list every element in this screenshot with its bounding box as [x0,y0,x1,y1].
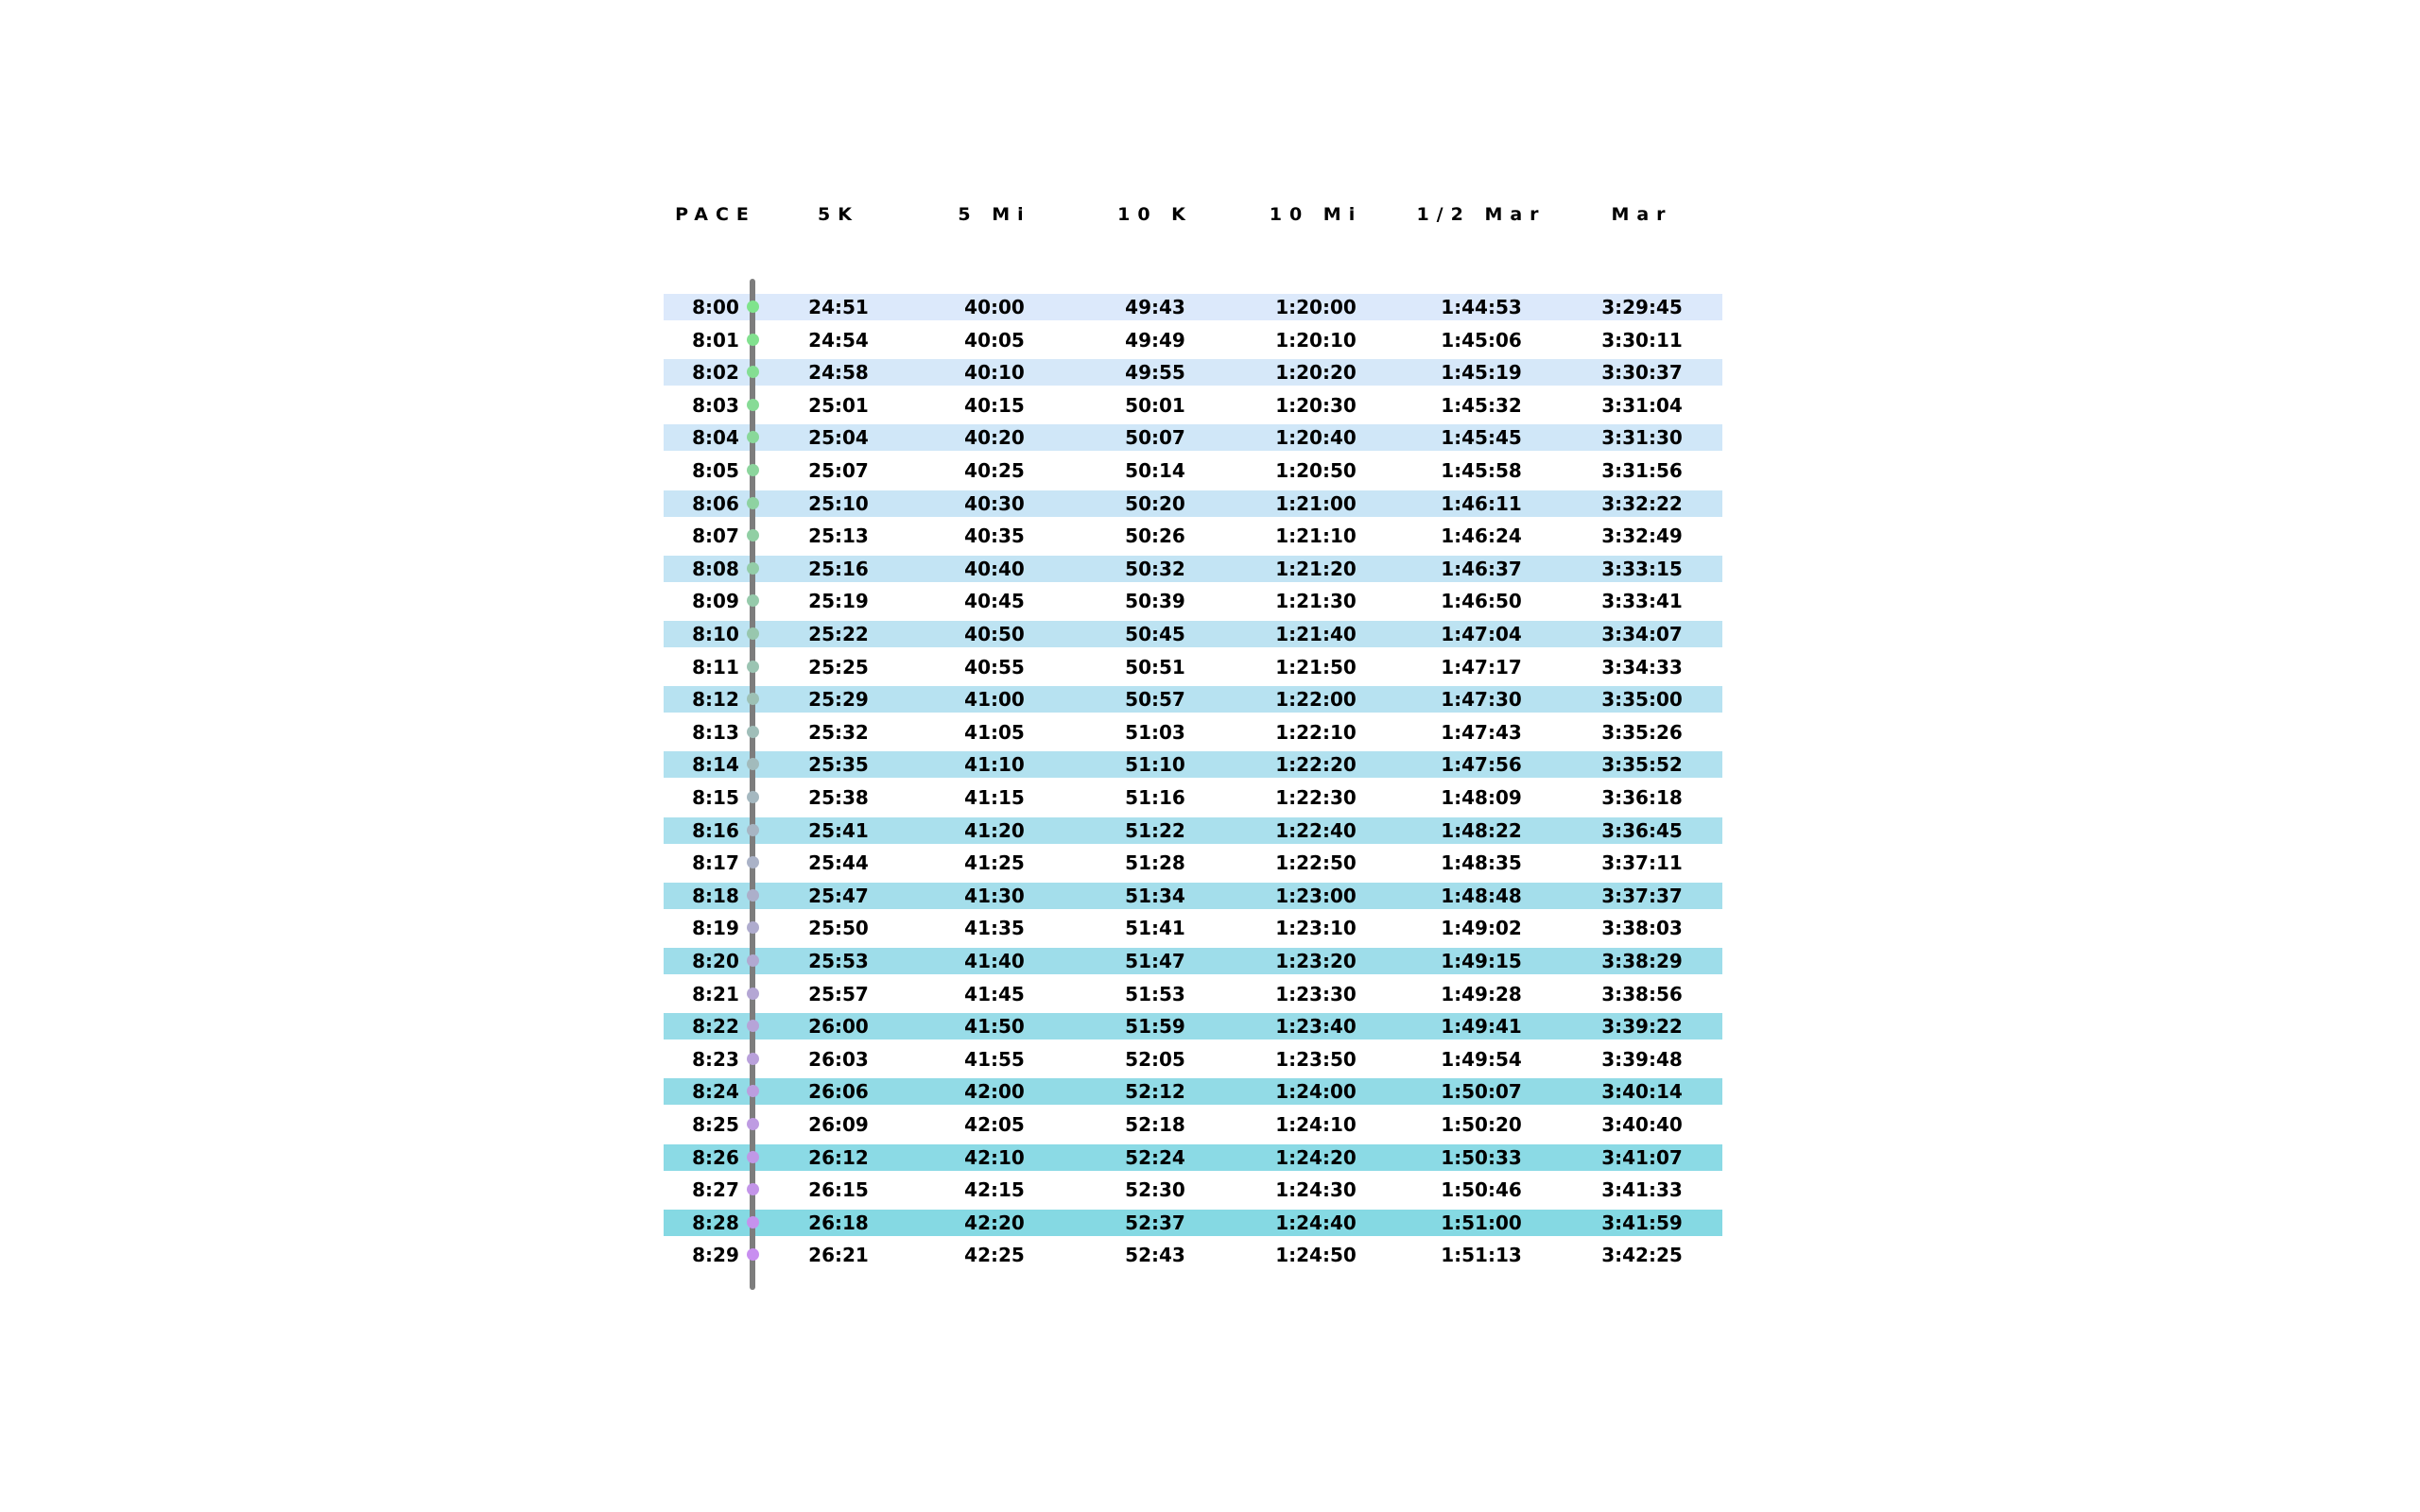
table-row [664,523,1722,549]
cell-5mi: 41:30 [964,885,1025,907]
cell-pace: 8:23 [692,1048,739,1071]
cell-5mi: 41:25 [964,851,1025,874]
cell-marathon: 3:42:25 [1601,1244,1683,1266]
cell-half-marathon: 1:46:37 [1441,558,1522,580]
cell-10k: 50:57 [1125,688,1185,711]
cell-5k: 26:21 [808,1244,869,1266]
table-row [664,883,1722,909]
cell-half-marathon: 1:44:53 [1441,296,1522,318]
timeline-dot [747,1053,759,1065]
cell-marathon: 3:35:00 [1601,688,1683,711]
timeline-dot [747,1248,759,1261]
timeline-dot [747,497,759,509]
cell-5k: 26:06 [808,1080,869,1103]
cell-5k: 25:19 [808,590,869,612]
cell-marathon: 3:40:14 [1601,1080,1683,1103]
cell-marathon: 3:41:33 [1601,1178,1683,1201]
cell-pace: 8:27 [692,1178,739,1201]
cell-10mi: 1:22:40 [1275,819,1357,842]
cell-marathon: 3:41:07 [1601,1146,1683,1169]
cell-5mi: 40:25 [964,459,1025,482]
cell-10mi: 1:23:00 [1275,885,1357,907]
cell-5mi: 41:15 [964,786,1025,809]
cell-5k: 25:29 [808,688,869,711]
table-header [664,189,1722,240]
cell-half-marathon: 1:45:06 [1441,329,1522,352]
cell-10k: 51:22 [1125,819,1185,842]
cell-10mi: 1:22:50 [1275,851,1357,874]
header-pace: PACE [675,204,756,225]
cell-5k: 25:50 [808,917,869,939]
cell-5k: 25:13 [808,524,869,547]
cell-10k: 52:18 [1125,1113,1185,1136]
timeline-dot [747,627,759,640]
cell-5mi: 40:05 [964,329,1025,352]
cell-half-marathon: 1:49:15 [1441,950,1522,972]
cell-10k: 52:37 [1125,1211,1185,1234]
cell-10k: 51:28 [1125,851,1185,874]
cell-half-marathon: 1:46:50 [1441,590,1522,612]
timeline-dot [747,1085,759,1097]
cell-10k: 52:12 [1125,1080,1185,1103]
table-row [664,1242,1722,1268]
cell-marathon: 3:37:11 [1601,851,1683,874]
cell-10mi: 1:23:10 [1275,917,1357,939]
table-row [664,948,1722,974]
timeline-dot [747,693,759,705]
cell-10k: 50:14 [1125,459,1185,482]
table-row [664,1144,1722,1171]
cell-pace: 8:28 [692,1211,739,1234]
cell-10mi: 1:21:00 [1275,492,1357,515]
header-10k: 10 K [1117,204,1193,225]
cell-10k: 50:20 [1125,492,1185,515]
table-row [664,588,1722,614]
cell-marathon: 3:38:29 [1601,950,1683,972]
cell-5k: 26:15 [808,1178,869,1201]
cell-marathon: 3:31:56 [1601,459,1683,482]
cell-marathon: 3:39:22 [1601,1015,1683,1038]
cell-pace: 8:20 [692,950,739,972]
table-row [664,327,1722,353]
cell-marathon: 3:38:56 [1601,983,1683,1005]
cell-5k: 26:00 [808,1015,869,1038]
table-row [664,784,1722,811]
header-10mi: 10 Mi [1269,204,1363,225]
cell-10mi: 1:24:30 [1275,1178,1357,1201]
cell-10mi: 1:21:30 [1275,590,1357,612]
cell-10mi: 1:22:10 [1275,721,1357,744]
cell-pace: 8:17 [692,851,739,874]
header-marathon: Mar [1611,204,1673,225]
timeline-dot [747,921,759,934]
cell-10k: 49:55 [1125,361,1185,384]
cell-10mi: 1:22:30 [1275,786,1357,809]
cell-half-marathon: 1:46:24 [1441,524,1522,547]
cell-10k: 50:32 [1125,558,1185,580]
cell-10k: 52:05 [1125,1048,1185,1071]
cell-marathon: 3:41:59 [1601,1211,1683,1234]
cell-5mi: 41:40 [964,950,1025,972]
table-row [664,1046,1722,1073]
cell-5mi: 40:10 [964,361,1025,384]
cell-pace: 8:19 [692,917,739,939]
cell-5k: 25:01 [808,394,869,417]
cell-marathon: 3:36:18 [1601,786,1683,809]
timeline-dot [747,954,759,967]
cell-pace: 8:25 [692,1113,739,1136]
cell-5mi: 42:15 [964,1178,1025,1201]
table-row [664,392,1722,419]
table-row [664,915,1722,941]
cell-pace: 8:18 [692,885,739,907]
cell-5k: 25:38 [808,786,869,809]
table-row [664,621,1722,647]
cell-5mi: 41:50 [964,1015,1025,1038]
cell-5mi: 42:25 [964,1244,1025,1266]
cell-marathon: 3:37:37 [1601,885,1683,907]
cell-10mi: 1:21:10 [1275,524,1357,547]
cell-10mi: 1:20:10 [1275,329,1357,352]
cell-half-marathon: 1:45:19 [1441,361,1522,384]
cell-5mi: 41:35 [964,917,1025,939]
cell-10mi: 1:24:10 [1275,1113,1357,1136]
cell-half-marathon: 1:45:45 [1441,426,1522,449]
cell-half-marathon: 1:51:00 [1441,1211,1522,1234]
table-row [664,817,1722,844]
cell-5mi: 40:20 [964,426,1025,449]
cell-10k: 51:59 [1125,1015,1185,1038]
cell-half-marathon: 1:47:56 [1441,753,1522,776]
cell-10mi: 1:22:00 [1275,688,1357,711]
cell-half-marathon: 1:50:33 [1441,1146,1522,1169]
table-row [664,359,1722,386]
cell-5k: 25:53 [808,950,869,972]
cell-marathon: 3:34:33 [1601,656,1683,679]
cell-marathon: 3:33:41 [1601,590,1683,612]
cell-5mi: 40:45 [964,590,1025,612]
cell-marathon: 3:33:15 [1601,558,1683,580]
cell-10k: 49:49 [1125,329,1185,352]
table-row [664,1111,1722,1138]
timeline-dot [747,399,759,411]
cell-marathon: 3:36:45 [1601,819,1683,842]
cell-5k: 25:41 [808,819,869,842]
cell-pace: 8:21 [692,983,739,1005]
cell-pace: 8:16 [692,819,739,842]
cell-marathon: 3:39:48 [1601,1048,1683,1071]
cell-10k: 51:03 [1125,721,1185,744]
table-row [664,294,1722,320]
cell-half-marathon: 1:47:04 [1441,623,1522,645]
cell-5mi: 40:50 [964,623,1025,645]
cell-pace: 8:03 [692,394,739,417]
header-half-marathon: 1/2 Mar [1416,204,1547,225]
cell-5mi: 40:40 [964,558,1025,580]
cell-half-marathon: 1:47:43 [1441,721,1522,744]
cell-10k: 51:34 [1125,885,1185,907]
cell-half-marathon: 1:48:09 [1441,786,1522,809]
cell-5mi: 40:35 [964,524,1025,547]
cell-5mi: 40:55 [964,656,1025,679]
cell-marathon: 3:31:30 [1601,426,1683,449]
cell-half-marathon: 1:48:22 [1441,819,1522,842]
cell-marathon: 3:35:52 [1601,753,1683,776]
cell-5k: 24:51 [808,296,869,318]
cell-marathon: 3:34:07 [1601,623,1683,645]
cell-5mi: 40:30 [964,492,1025,515]
timeline-dot [747,856,759,868]
cell-pace: 8:09 [692,590,739,612]
cell-5k: 25:44 [808,851,869,874]
cell-5k: 26:18 [808,1211,869,1234]
cell-5mi: 42:05 [964,1113,1025,1136]
cell-5k: 25:22 [808,623,869,645]
table-row [664,1210,1722,1236]
cell-5mi: 40:00 [964,296,1025,318]
cell-pace: 8:12 [692,688,739,711]
cell-pace: 8:22 [692,1015,739,1038]
cell-10mi: 1:20:00 [1275,296,1357,318]
cell-10mi: 1:24:40 [1275,1211,1357,1234]
cell-10mi: 1:23:50 [1275,1048,1357,1071]
cell-5k: 25:35 [808,753,869,776]
cell-5k: 26:09 [808,1113,869,1136]
timeline-dot [747,758,759,770]
cell-10k: 51:53 [1125,983,1185,1005]
timeline-dot [747,824,759,836]
cell-5mi: 41:05 [964,721,1025,744]
cell-half-marathon: 1:50:20 [1441,1113,1522,1136]
cell-half-marathon: 1:45:58 [1441,459,1522,482]
cell-pace: 8:00 [692,296,739,318]
table-row [664,1177,1722,1203]
cell-5k: 25:25 [808,656,869,679]
timeline-dot [747,661,759,673]
cell-marathon: 3:30:37 [1601,361,1683,384]
cell-pace: 8:05 [692,459,739,482]
timeline-dot [747,594,759,607]
cell-5mi: 41:10 [964,753,1025,776]
timeline-dot [747,529,759,541]
cell-5mi: 42:10 [964,1146,1025,1169]
cell-half-marathon: 1:48:48 [1441,885,1522,907]
cell-5mi: 42:20 [964,1211,1025,1234]
cell-5k: 26:03 [808,1048,869,1071]
cell-10mi: 1:21:50 [1275,656,1357,679]
table-row [664,490,1722,517]
cell-pace: 8:13 [692,721,739,744]
cell-10mi: 1:21:40 [1275,623,1357,645]
cell-10k: 51:10 [1125,753,1185,776]
cell-marathon: 3:38:03 [1601,917,1683,939]
timeline-dot [747,562,759,575]
cell-pace: 8:14 [692,753,739,776]
timeline-dot [747,988,759,1000]
timeline-dot [747,301,759,313]
cell-pace: 8:15 [692,786,739,809]
cell-5k: 24:54 [808,329,869,352]
cell-10k: 52:30 [1125,1178,1185,1201]
table-row [664,850,1722,876]
cell-half-marathon: 1:48:35 [1441,851,1522,874]
cell-5k: 25:16 [808,558,869,580]
cell-10mi: 1:24:00 [1275,1080,1357,1103]
cell-half-marathon: 1:47:17 [1441,656,1522,679]
timeline-dot [747,1020,759,1032]
cell-half-marathon: 1:47:30 [1441,688,1522,711]
cell-pace: 8:07 [692,524,739,547]
cell-10mi: 1:23:40 [1275,1015,1357,1038]
timeline-dot [747,1216,759,1228]
cell-10k: 49:43 [1125,296,1185,318]
cell-10mi: 1:22:20 [1275,753,1357,776]
cell-10mi: 1:21:20 [1275,558,1357,580]
table-row [664,719,1722,746]
table-row [664,556,1722,582]
cell-5mi: 42:00 [964,1080,1025,1103]
cell-marathon: 3:31:04 [1601,394,1683,417]
cell-5mi: 40:15 [964,394,1025,417]
cell-half-marathon: 1:49:02 [1441,917,1522,939]
timeline-dot [747,889,759,902]
cell-pace: 8:02 [692,361,739,384]
cell-10k: 52:43 [1125,1244,1185,1266]
cell-5mi: 41:45 [964,983,1025,1005]
cell-marathon: 3:32:49 [1601,524,1683,547]
cell-10mi: 1:20:30 [1275,394,1357,417]
cell-10mi: 1:20:40 [1275,426,1357,449]
table-row [664,981,1722,1007]
cell-pace: 8:04 [692,426,739,449]
cell-5k: 25:47 [808,885,869,907]
cell-10k: 50:51 [1125,656,1185,679]
cell-10k: 51:47 [1125,950,1185,972]
cell-5k: 25:04 [808,426,869,449]
cell-half-marathon: 1:49:54 [1441,1048,1522,1071]
cell-10mi: 1:23:30 [1275,983,1357,1005]
cell-10k: 50:39 [1125,590,1185,612]
cell-pace: 8:11 [692,656,739,679]
cell-5k: 26:12 [808,1146,869,1169]
cell-pace: 8:26 [692,1146,739,1169]
cell-half-marathon: 1:45:32 [1441,394,1522,417]
timeline-dot [747,726,759,738]
table-row [664,686,1722,713]
timeline-dot [747,366,759,378]
table-row [664,457,1722,484]
cell-10k: 50:45 [1125,623,1185,645]
table-row [664,424,1722,451]
table-row [664,654,1722,680]
cell-5mi: 41:00 [964,688,1025,711]
header-5mi: 5 Mi [958,204,1031,225]
cell-pace: 8:29 [692,1244,739,1266]
cell-marathon: 3:35:26 [1601,721,1683,744]
cell-10k: 51:16 [1125,786,1185,809]
cell-5k: 25:10 [808,492,869,515]
timeline-dot [747,1183,759,1195]
cell-half-marathon: 1:46:11 [1441,492,1522,515]
cell-10mi: 1:24:50 [1275,1244,1357,1266]
timeline-dot [747,791,759,803]
header-5k: 5K [818,204,859,225]
cell-pace: 8:10 [692,623,739,645]
table-row [664,751,1722,778]
cell-10k: 50:26 [1125,524,1185,547]
cell-half-marathon: 1:49:41 [1441,1015,1522,1038]
cell-marathon: 3:32:22 [1601,492,1683,515]
cell-10k: 51:41 [1125,917,1185,939]
timeline-dot [747,1151,759,1163]
timeline-dot [747,464,759,476]
timeline-dot [747,431,759,443]
cell-half-marathon: 1:50:46 [1441,1178,1522,1201]
cell-5k: 24:58 [808,361,869,384]
cell-marathon: 3:29:45 [1601,296,1683,318]
cell-half-marathon: 1:51:13 [1441,1244,1522,1266]
cell-pace: 8:06 [692,492,739,515]
cell-half-marathon: 1:50:07 [1441,1080,1522,1103]
timeline-dot [747,334,759,346]
cell-5mi: 41:55 [964,1048,1025,1071]
cell-marathon: 3:40:40 [1601,1113,1683,1136]
table-row [664,1013,1722,1040]
cell-5mi: 41:20 [964,819,1025,842]
cell-10mi: 1:24:20 [1275,1146,1357,1169]
cell-half-marathon: 1:49:28 [1441,983,1522,1005]
cell-pace: 8:01 [692,329,739,352]
cell-5k: 25:57 [808,983,869,1005]
cell-10k: 52:24 [1125,1146,1185,1169]
cell-10k: 50:07 [1125,426,1185,449]
table-row [664,1078,1722,1105]
timeline-dot [747,1118,759,1130]
cell-10mi: 1:20:50 [1275,459,1357,482]
cell-5k: 25:07 [808,459,869,482]
cell-10k: 50:01 [1125,394,1185,417]
cell-10mi: 1:23:20 [1275,950,1357,972]
cell-pace: 8:08 [692,558,739,580]
cell-10mi: 1:20:20 [1275,361,1357,384]
cell-5k: 25:32 [808,721,869,744]
cell-marathon: 3:30:11 [1601,329,1683,352]
cell-pace: 8:24 [692,1080,739,1103]
